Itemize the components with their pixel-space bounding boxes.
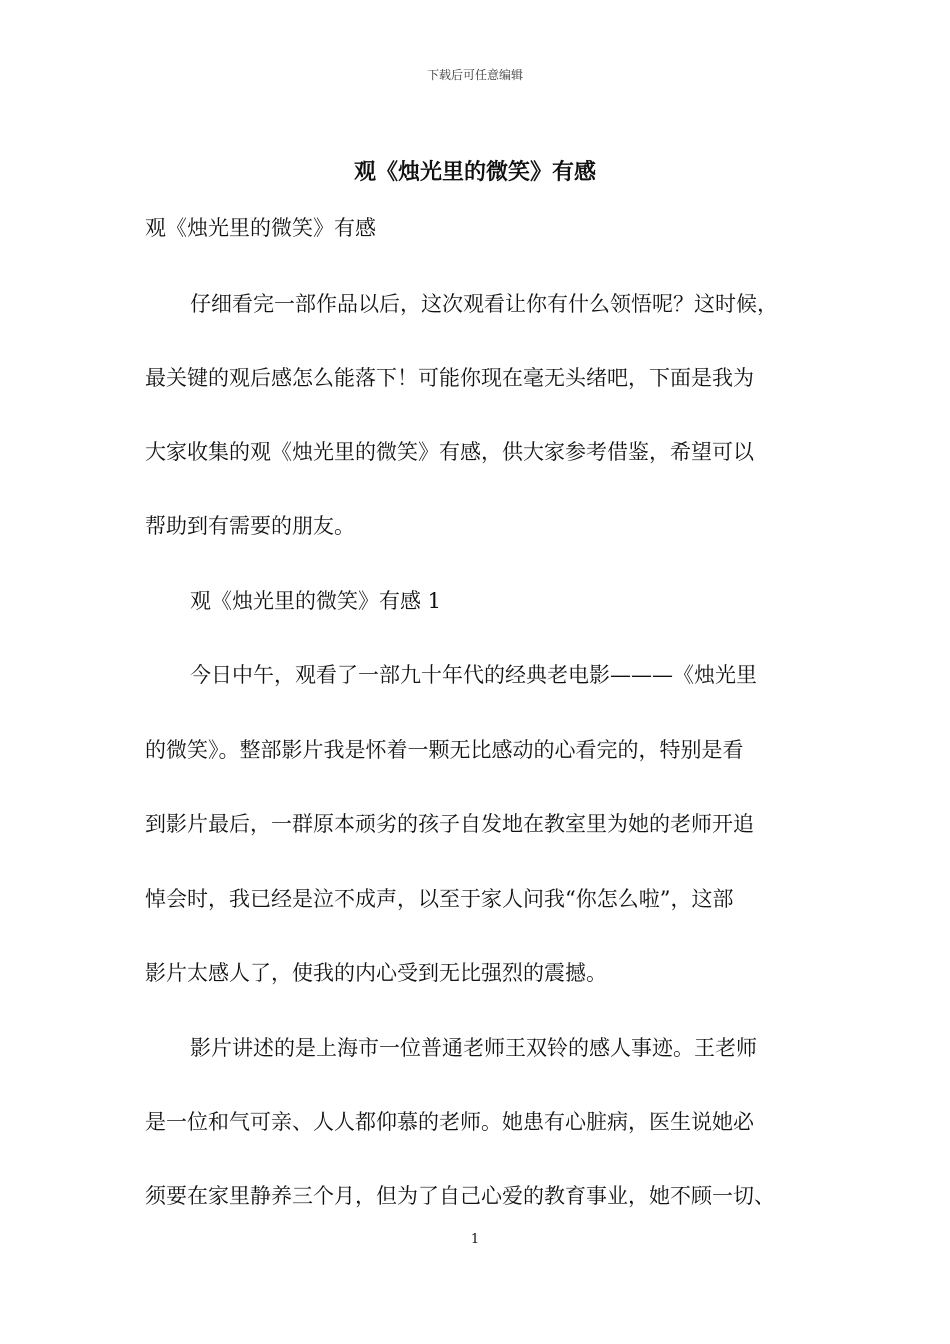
paragraph-line: 悼会时，我已经是泣不成声，以至于家人问我“你怎么啦”，这部 (145, 887, 734, 911)
paragraph-line: 是一位和气可亲、人人都仰慕的老师。她患有心脏病，医生说她必 (145, 1110, 754, 1134)
page-number: 1 (470, 1232, 480, 1247)
paragraph-line: 的微笑》。整部影片我是怀着一颗无比感动的心看完的，特别是看 (145, 738, 744, 762)
subtitle-line: 观《烛光里的微笑》有感 (145, 216, 376, 240)
paragraph-line: 帮助到有需要的朋友。 (145, 514, 355, 538)
paragraph-line: 影片讲述的是上海市一位普通老师王双铃的感人事迹。王老师 (190, 1036, 757, 1060)
paragraph-line: 须要在家里静养三个月，但为了自己心爱的教育事业，她不顾一切、 (145, 1184, 775, 1208)
page-header: 下载后可任意编辑 (426, 68, 523, 82)
section-heading: 观《烛光里的微笑》有感 1 (190, 589, 442, 613)
paragraph-line: 大家收集的观《烛光里的微笑》有感，供大家参考借鉴，希望可以 (145, 440, 754, 464)
paragraph-line: 仔细看完一部作品以后，这次观看让你有什么领悟呢？这时候， (190, 292, 778, 316)
paragraph-line: 最关键的观后感怎么能落下！可能你现在毫无头绪吧，下面是我为 (145, 366, 754, 390)
paragraph-line: 影片太感人了，使我的内心受到无比强烈的震撼。 (145, 961, 607, 985)
document-title: 观《烛光里的微笑》有感 (353, 159, 596, 185)
paragraph-line: 到影片最后，一群原本顽劣的孩子自发地在教室里为她的老师开追 (145, 812, 754, 836)
paragraph-line: 今日中午，观看了一部九十年代的经典老电影———《烛光里 (190, 663, 757, 687)
